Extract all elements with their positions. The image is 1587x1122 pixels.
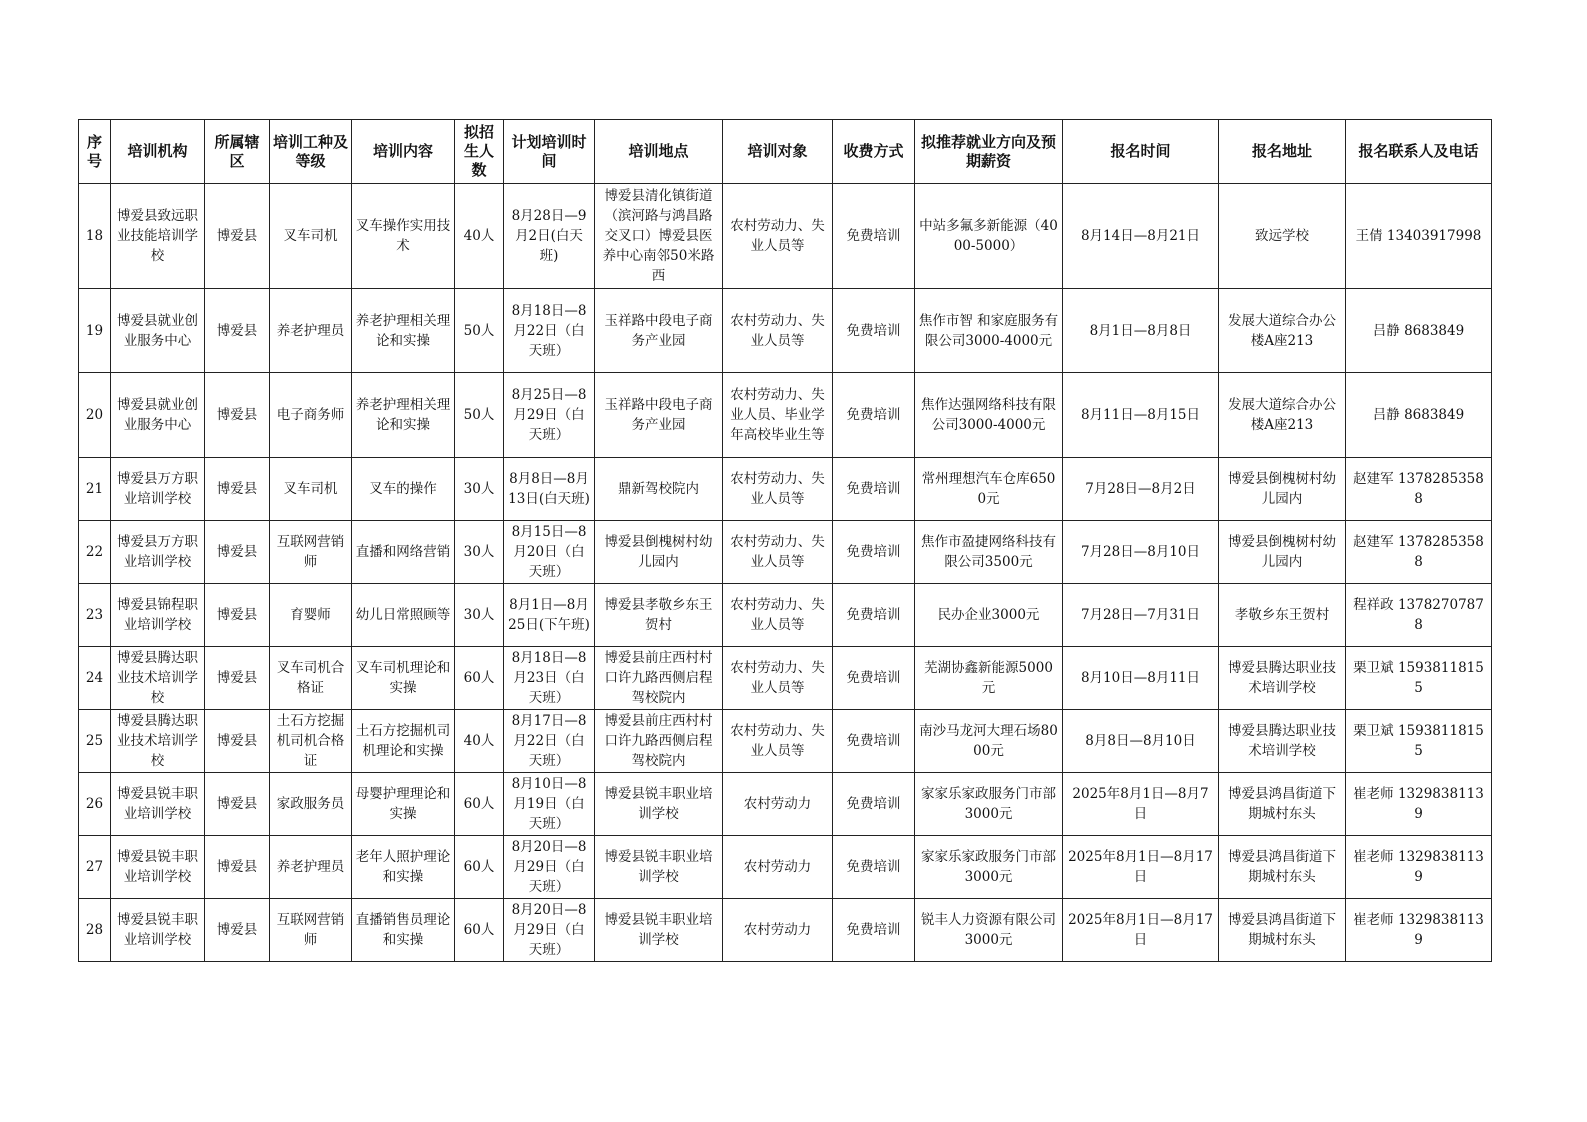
cell-signup-address: 博爱县鸿昌街道下期城村东头 — [1219, 899, 1346, 962]
cell-signup-time: 2025年8月1日—8月17日 — [1063, 899, 1219, 962]
table-row — [79, 899, 1492, 962]
cell-enrollment: 30人 — [455, 521, 504, 584]
table-row — [79, 773, 1492, 836]
cell-trade-level: 叉车司机 — [270, 458, 352, 521]
cell-fee: 免费培训 — [833, 521, 915, 584]
cell-district: 博爱县 — [205, 458, 270, 521]
cell-target: 农村劳动力、失业人员等 — [723, 184, 833, 289]
table-header — [79, 120, 1492, 184]
cell-institution: 博爱县就业创业服务中心 — [111, 373, 205, 458]
cell-plan-time: 8月25日—8月29日（白天班） — [504, 373, 595, 458]
cell-serial: 23 — [79, 584, 111, 647]
header-trade-level: 培训工种及等级 — [270, 120, 352, 184]
header-job-salary: 拟推荐就业方向及预期薪资 — [915, 120, 1063, 184]
cell-content: 叉车操作实用技术 — [352, 184, 455, 289]
cell-serial: 18 — [79, 184, 111, 289]
cell-trade-level: 互联网营销师 — [270, 521, 352, 584]
cell-institution: 博爱县万方职业培训学校 — [111, 521, 205, 584]
cell-trade-level: 叉车司机 — [270, 184, 352, 289]
cell-contact: 吕静 8683849 — [1346, 289, 1492, 373]
header-target: 培训对象 — [723, 120, 833, 184]
cell-job-salary: 中站多氟多新能源（4000-5000） — [915, 184, 1063, 289]
cell-trade-level: 养老护理员 — [270, 836, 352, 899]
cell-serial: 19 — [79, 289, 111, 373]
cell-fee: 免费培训 — [833, 584, 915, 647]
cell-enrollment: 60人 — [455, 647, 504, 710]
cell-job-salary: 民办企业3000元 — [915, 584, 1063, 647]
cell-fee: 免费培训 — [833, 773, 915, 836]
cell-location: 博爱县锐丰职业培训学校 — [595, 773, 723, 836]
cell-institution: 博爱县锐丰职业培训学校 — [111, 773, 205, 836]
cell-enrollment: 60人 — [455, 836, 504, 899]
cell-district: 博爱县 — [205, 521, 270, 584]
cell-target: 农村劳动力 — [723, 899, 833, 962]
cell-institution: 博爱县就业创业服务中心 — [111, 289, 205, 373]
cell-enrollment: 40人 — [455, 184, 504, 289]
cell-content: 养老护理相关理论和实操 — [352, 289, 455, 373]
header-institution: 培训机构 — [111, 120, 205, 184]
cell-fee: 免费培训 — [833, 836, 915, 899]
cell-district: 博爱县 — [205, 836, 270, 899]
cell-institution: 博爱县腾达职业技术培训学校 — [111, 647, 205, 710]
cell-district: 博爱县 — [205, 899, 270, 962]
cell-job-salary: 锐丰人力资源有限公司3000元 — [915, 899, 1063, 962]
cell-signup-time: 7月28日—8月2日 — [1063, 458, 1219, 521]
cell-target: 农村劳动力、失业人员等 — [723, 647, 833, 710]
cell-contact: 栗卫斌 15938118155 — [1346, 710, 1492, 773]
cell-fee: 免费培训 — [833, 647, 915, 710]
cell-plan-time: 8月18日—8月22日（白天班） — [504, 289, 595, 373]
table-row — [79, 584, 1492, 647]
table-row — [79, 373, 1492, 458]
cell-content: 幼儿日常照顾等 — [352, 584, 455, 647]
cell-plan-time: 8月20日—8月29日（白天班） — [504, 836, 595, 899]
table-body — [79, 184, 1492, 962]
cell-target: 农村劳动力、失业人员等 — [723, 458, 833, 521]
cell-signup-time: 2025年8月1日—8月17日 — [1063, 836, 1219, 899]
cell-district: 博爱县 — [205, 710, 270, 773]
cell-enrollment: 60人 — [455, 773, 504, 836]
table-row — [79, 184, 1492, 289]
cell-serial: 22 — [79, 521, 111, 584]
cell-trade-level: 家政服务员 — [270, 773, 352, 836]
cell-location: 博爱县孝敬乡东王贺村 — [595, 584, 723, 647]
cell-serial: 25 — [79, 710, 111, 773]
cell-signup-address: 博爱县鸿昌街道下期城村东头 — [1219, 836, 1346, 899]
header-signup-address: 报名地址 — [1219, 120, 1346, 184]
cell-serial: 26 — [79, 773, 111, 836]
cell-institution: 博爱县锦程职业培训学校 — [111, 584, 205, 647]
cell-target: 农村劳动力、失业人员、毕业学年高校毕业生等 — [723, 373, 833, 458]
cell-signup-address: 发展大道综合办公楼A座213 — [1219, 289, 1346, 373]
cell-contact: 程祥政 13782707878 — [1346, 584, 1492, 647]
cell-serial: 20 — [79, 373, 111, 458]
cell-district: 博爱县 — [205, 373, 270, 458]
cell-enrollment: 50人 — [455, 373, 504, 458]
cell-signup-time: 8月14日—8月21日 — [1063, 184, 1219, 289]
cell-enrollment: 50人 — [455, 289, 504, 373]
header-content: 培训内容 — [352, 120, 455, 184]
cell-signup-time: 8月11日—8月15日 — [1063, 373, 1219, 458]
cell-location: 博爱县倒槐树村幼儿园内 — [595, 521, 723, 584]
cell-plan-time: 8月18日—8月23日（白天班） — [504, 647, 595, 710]
cell-content: 老年人照护理论和实操 — [352, 836, 455, 899]
training-schedule-table — [78, 119, 1492, 962]
cell-plan-time: 8月10日—8月19日（白天班） — [504, 773, 595, 836]
cell-signup-time: 7月28日—8月10日 — [1063, 521, 1219, 584]
cell-trade-level: 育婴师 — [270, 584, 352, 647]
cell-location: 博爱县清化镇街道（滨河路与鸿昌路交叉口）博爱县医养中心南邻50米路西 — [595, 184, 723, 289]
cell-contact: 崔老师 13298381139 — [1346, 773, 1492, 836]
cell-serial: 27 — [79, 836, 111, 899]
table-row — [79, 710, 1492, 773]
cell-trade-level: 土石方挖掘机司机合格证 — [270, 710, 352, 773]
cell-signup-address: 博爱县腾达职业技术培训学校 — [1219, 647, 1346, 710]
cell-location: 博爱县前庄西村村口许九路西侧启程驾校院内 — [595, 647, 723, 710]
cell-contact: 崔老师 13298381139 — [1346, 836, 1492, 899]
cell-district: 博爱县 — [205, 289, 270, 373]
cell-institution: 博爱县致远职业技能培训学校 — [111, 184, 205, 289]
cell-signup-address: 孝敬乡东王贺村 — [1219, 584, 1346, 647]
cell-signup-address: 致远学校 — [1219, 184, 1346, 289]
cell-serial: 24 — [79, 647, 111, 710]
cell-job-salary: 南沙马龙河大理石场8000元 — [915, 710, 1063, 773]
cell-trade-level: 电子商务师 — [270, 373, 352, 458]
cell-signup-time: 8月8日—8月10日 — [1063, 710, 1219, 773]
cell-job-salary: 常州理想汽车仓库6500元 — [915, 458, 1063, 521]
header-fee: 收费方式 — [833, 120, 915, 184]
cell-signup-address: 博爱县倒槐树村幼儿园内 — [1219, 458, 1346, 521]
cell-target: 农村劳动力 — [723, 773, 833, 836]
cell-contact: 赵建军 13782853588 — [1346, 521, 1492, 584]
cell-location: 玉祥路中段电子商务产业园 — [595, 373, 723, 458]
cell-district: 博爱县 — [205, 584, 270, 647]
cell-signup-time: 7月28日—7月31日 — [1063, 584, 1219, 647]
header-contact: 报名联系人及电话 — [1346, 120, 1492, 184]
cell-job-salary: 焦作市智 和家庭服务有限公司3000-4000元 — [915, 289, 1063, 373]
cell-signup-time: 2025年8月1日—8月7日 — [1063, 773, 1219, 836]
cell-content: 母婴护理理论和实操 — [352, 773, 455, 836]
table-row — [79, 647, 1492, 710]
cell-job-salary: 家家乐家政服务门市部3000元 — [915, 773, 1063, 836]
cell-fee: 免费培训 — [833, 899, 915, 962]
cell-content: 直播和网络营销 — [352, 521, 455, 584]
cell-signup-address: 博爱县倒槐树村幼儿园内 — [1219, 521, 1346, 584]
cell-target: 农村劳动力、失业人员等 — [723, 710, 833, 773]
cell-trade-level: 叉车司机合格证 — [270, 647, 352, 710]
cell-signup-address: 博爱县鸿昌街道下期城村东头 — [1219, 773, 1346, 836]
cell-institution: 博爱县锐丰职业培训学校 — [111, 899, 205, 962]
cell-plan-time: 8月1日—8月25日(下午班) — [504, 584, 595, 647]
cell-contact: 栗卫斌 15938118155 — [1346, 647, 1492, 710]
cell-job-salary: 焦作市盈捷网络科技有限公司3500元 — [915, 521, 1063, 584]
cell-target: 农村劳动力、失业人员等 — [723, 584, 833, 647]
cell-content: 养老护理相关理论和实操 — [352, 373, 455, 458]
cell-signup-time: 8月10日—8月11日 — [1063, 647, 1219, 710]
table-row — [79, 289, 1492, 373]
cell-district: 博爱县 — [205, 647, 270, 710]
table-row — [79, 521, 1492, 584]
header-row — [79, 120, 1492, 184]
cell-district: 博爱县 — [205, 184, 270, 289]
cell-district: 博爱县 — [205, 773, 270, 836]
cell-location: 鼎新驾校院内 — [595, 458, 723, 521]
cell-fee: 免费培训 — [833, 289, 915, 373]
cell-trade-level: 互联网营销师 — [270, 899, 352, 962]
cell-enrollment: 30人 — [455, 458, 504, 521]
cell-location: 博爱县前庄西村村口许九路西侧启程驾校院内 — [595, 710, 723, 773]
table-row — [79, 458, 1492, 521]
cell-target: 农村劳动力 — [723, 836, 833, 899]
cell-signup-address: 发展大道综合办公楼A座213 — [1219, 373, 1346, 458]
header-plan-time: 计划培训时间 — [504, 120, 595, 184]
cell-content: 叉车司机理论和实操 — [352, 647, 455, 710]
cell-institution: 博爱县万方职业培训学校 — [111, 458, 205, 521]
cell-content: 直播销售员理论和实操 — [352, 899, 455, 962]
cell-signup-time: 8月1日—8月8日 — [1063, 289, 1219, 373]
cell-fee: 免费培训 — [833, 184, 915, 289]
cell-contact: 吕静 8683849 — [1346, 373, 1492, 458]
cell-enrollment: 40人 — [455, 710, 504, 773]
cell-enrollment: 60人 — [455, 899, 504, 962]
cell-location: 博爱县锐丰职业培训学校 — [595, 899, 723, 962]
cell-job-salary: 家家乐家政服务门市部3000元 — [915, 836, 1063, 899]
cell-plan-time: 8月15日—8月20日（白天班） — [504, 521, 595, 584]
cell-serial: 21 — [79, 458, 111, 521]
cell-institution: 博爱县锐丰职业培训学校 — [111, 836, 205, 899]
cell-job-salary: 芜湖协鑫新能源5000元 — [915, 647, 1063, 710]
cell-job-salary: 焦作达强网络科技有限公司3000-4000元 — [915, 373, 1063, 458]
cell-fee: 免费培训 — [833, 373, 915, 458]
cell-contact: 崔老师 13298381139 — [1346, 899, 1492, 962]
cell-institution: 博爱县腾达职业技术培训学校 — [111, 710, 205, 773]
cell-plan-time: 8月20日—8月29日（白天班） — [504, 899, 595, 962]
header-signup-time: 报名时间 — [1063, 120, 1219, 184]
cell-target: 农村劳动力、失业人员等 — [723, 521, 833, 584]
cell-location: 博爱县锐丰职业培训学校 — [595, 836, 723, 899]
cell-enrollment: 30人 — [455, 584, 504, 647]
cell-signup-address: 博爱县腾达职业技术培训学校 — [1219, 710, 1346, 773]
cell-plan-time: 8月28日—9月2日(白天班) — [504, 184, 595, 289]
cell-plan-time: 8月8日—8月13日(白天班) — [504, 458, 595, 521]
cell-content: 叉车的操作 — [352, 458, 455, 521]
header-location: 培训地点 — [595, 120, 723, 184]
cell-contact: 王倩 13403917998 — [1346, 184, 1492, 289]
cell-trade-level: 养老护理员 — [270, 289, 352, 373]
cell-fee: 免费培训 — [833, 458, 915, 521]
table-row — [79, 836, 1492, 899]
cell-serial: 28 — [79, 899, 111, 962]
cell-contact: 赵建军 13782853588 — [1346, 458, 1492, 521]
header-serial: 序号 — [79, 120, 111, 184]
cell-location: 玉祥路中段电子商务产业园 — [595, 289, 723, 373]
cell-target: 农村劳动力、失业人员等 — [723, 289, 833, 373]
cell-fee: 免费培训 — [833, 710, 915, 773]
cell-content: 土石方挖掘机司机理论和实操 — [352, 710, 455, 773]
cell-plan-time: 8月17日—8月22日（白天班） — [504, 710, 595, 773]
header-district: 所属辖区 — [205, 120, 270, 184]
header-enrollment: 拟招生人数 — [455, 120, 504, 184]
